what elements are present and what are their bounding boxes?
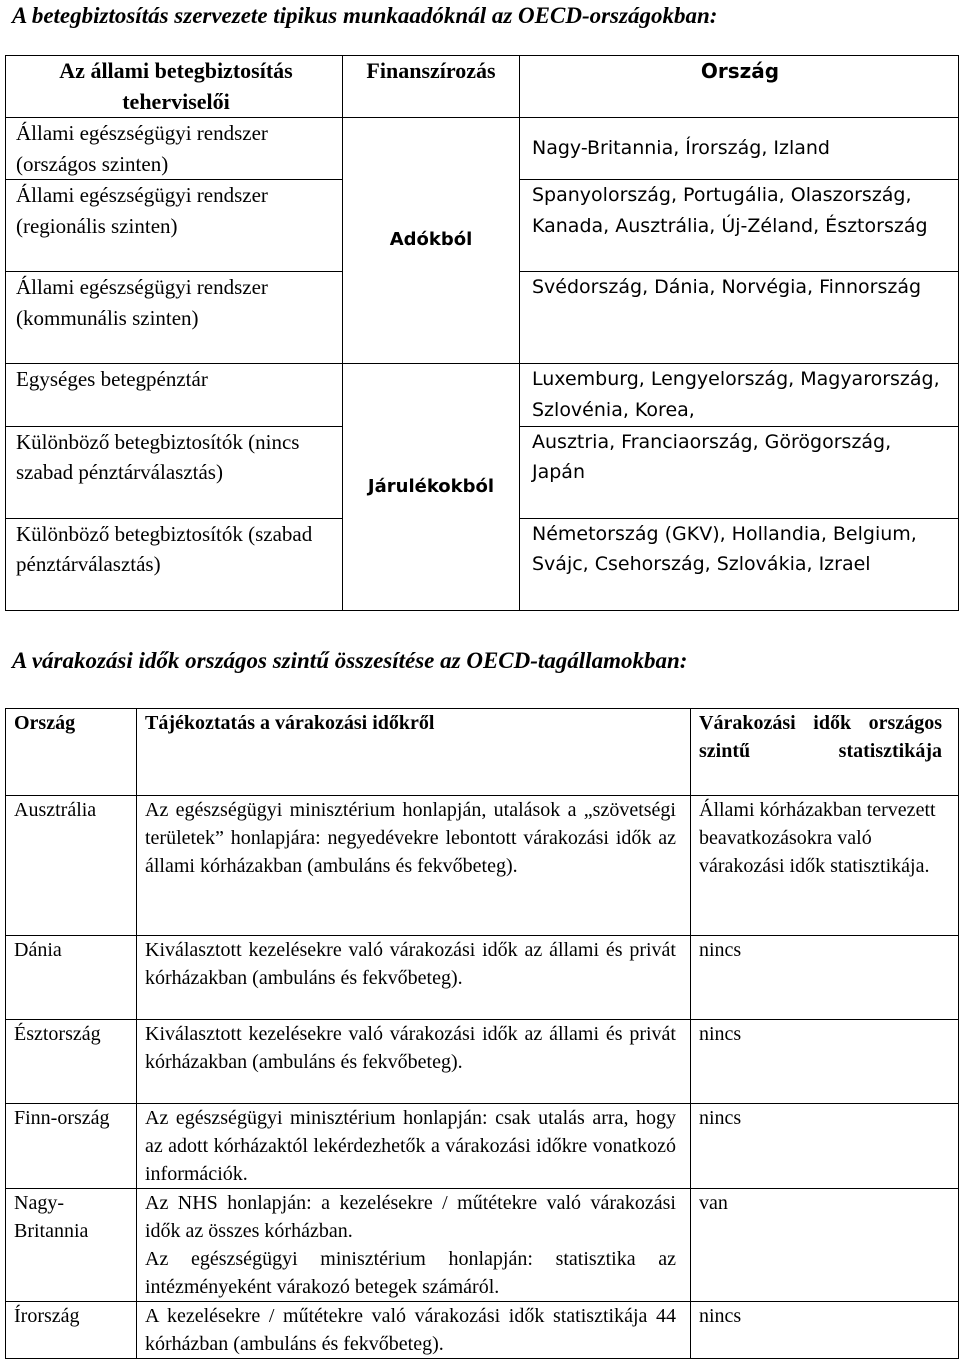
table-row — [6, 1104, 959, 1189]
orszag-cell: Finn-ország — [6, 1104, 137, 1189]
teherviselo-cell: Különböző betegbiztosítók (szabad pénztárválasztás) — [6, 518, 343, 610]
orszag-cell: Luxemburg, Lengyelország, Magyarország, Szlovénia, Korea, — [520, 364, 959, 426]
heading-betegbiztositas: A betegbiztosítás szervezete tipikus munkaadóknál az OECD-országokban: — [12, 3, 718, 28]
tajekoztatas-cell: A kezelésekre / műtétekre való várakozási idők statisztikája 44 kórházban (ambuláns és fekvőbeteg). — [137, 1302, 691, 1359]
teherviselo-cell: Egységes betegpénztár — [6, 364, 343, 426]
orszag-cell: Spanyolország, Portugália, Olaszország, Kanada, Ausztrália, Új-Zéland, Észtország — [520, 180, 959, 272]
orszag-cell: Ausztrália — [6, 796, 137, 936]
table-row — [6, 1020, 959, 1104]
finanszirozas-adokbol: Adókból — [343, 118, 520, 364]
tajekoztatas-cell: Kiválasztott kezelésekre való várakozási idők az állami és privát kórházakban (ambuláns és fekvőbeteg). — [137, 1020, 691, 1104]
teherviselo-cell: Állami egészségügyi rendszer (regionális szinten) — [6, 180, 343, 272]
table-row — [6, 1302, 959, 1359]
orszag-cell: Nagy-Britannia, Írország, Izland — [520, 118, 959, 180]
orszag-cell: Németország (GKV), Hollandia, Belgium, Svájc, Csehország, Szlovákia, Izrael — [520, 518, 959, 610]
statisztika-cell: nincs — [691, 1302, 959, 1359]
orszag-cell: Nagy-Britannia — [6, 1189, 137, 1302]
table-row — [6, 796, 959, 936]
column-header-orszag: Ország — [6, 709, 137, 796]
finanszirozas-jarulekokbol: Járulékokból — [343, 364, 520, 610]
orszag-cell: Dánia — [6, 936, 137, 1020]
table-row — [6, 118, 959, 180]
orszag-cell: Észtország — [6, 1020, 137, 1104]
teherviselo-cell: Állami egészségügyi rendszer (országos szinten) — [6, 118, 343, 180]
heading-varakozasi-idok: A várakozási idők országos szintű összesítése az OECD-tagállamokban: — [12, 648, 688, 673]
column-header-statisztika: Várakozási idők országos szintű statisztikája — [691, 709, 959, 796]
tajekoztatas-paragraph: Az NHS honlapján: a kezelésekre / műtétekre való várakozási idők az összes kórházban. — [145, 1192, 676, 1242]
statisztika-cell: nincs — [691, 1104, 959, 1189]
tajekoztatas-cell: Az egészségügyi minisztérium honlapján, utalások a „szövetségi területek” honlapjára: negyedévekre lebontott várakozási idők az állami kórházakban (ambuláns és fekvőbeteg). — [137, 796, 691, 936]
column-header-finanszirozas: Finanszírozás — [343, 56, 520, 118]
table-row — [6, 936, 959, 1020]
insurance-organization-table — [5, 55, 959, 611]
table-row — [6, 1189, 959, 1302]
table-header-row — [6, 56, 959, 118]
statisztika-cell: Állami kórházakban tervezett beavatkozásokra való várakozási idők statisztikája. — [691, 796, 959, 936]
tajekoztatas-cell: Kiválasztott kezelésekre való várakozási idők az állami és privát kórházakban (ambuláns és fekvőbeteg). — [137, 936, 691, 1020]
orszag-cell: Svédország, Dánia, Norvégia, Finnország — [520, 272, 959, 364]
column-header-teherviselok: Az állami betegbiztosítás teherviselői — [6, 56, 343, 118]
orszag-cell: Ausztria, Franciaország, Görögország, Japán — [520, 426, 959, 518]
column-header-orszag: Ország — [520, 56, 959, 118]
teherviselo-cell: Különböző betegbiztosítók (nincs szabad pénztárválasztás) — [6, 426, 343, 518]
statisztika-cell: nincs — [691, 936, 959, 1020]
tajekoztatas-cell: Az egészségügyi minisztérium honlapján: csak utalás arra, hogy az adott kórházaktól lekérdezhetők a várakozási időkre vonatkozó információk. — [137, 1104, 691, 1189]
orszag-cell: Írország — [6, 1302, 137, 1359]
teherviselo-cell: Állami egészségügyi rendszer (kommunális szinten) — [6, 272, 343, 364]
waiting-times-table — [5, 708, 959, 1359]
table-row — [6, 364, 959, 426]
tajekoztatas-cell — [137, 1189, 691, 1302]
column-header-tajekoztatas: Tájékoztatás a várakozási időkről — [137, 709, 691, 796]
table-header-row — [6, 709, 959, 796]
tajekoztatas-paragraph: Az egészségügyi minisztérium honlapján: statisztika az intézményeként várakozó betegek számáról. — [145, 1248, 676, 1298]
statisztika-cell: nincs — [691, 1020, 959, 1104]
statisztika-cell: van — [691, 1189, 959, 1302]
